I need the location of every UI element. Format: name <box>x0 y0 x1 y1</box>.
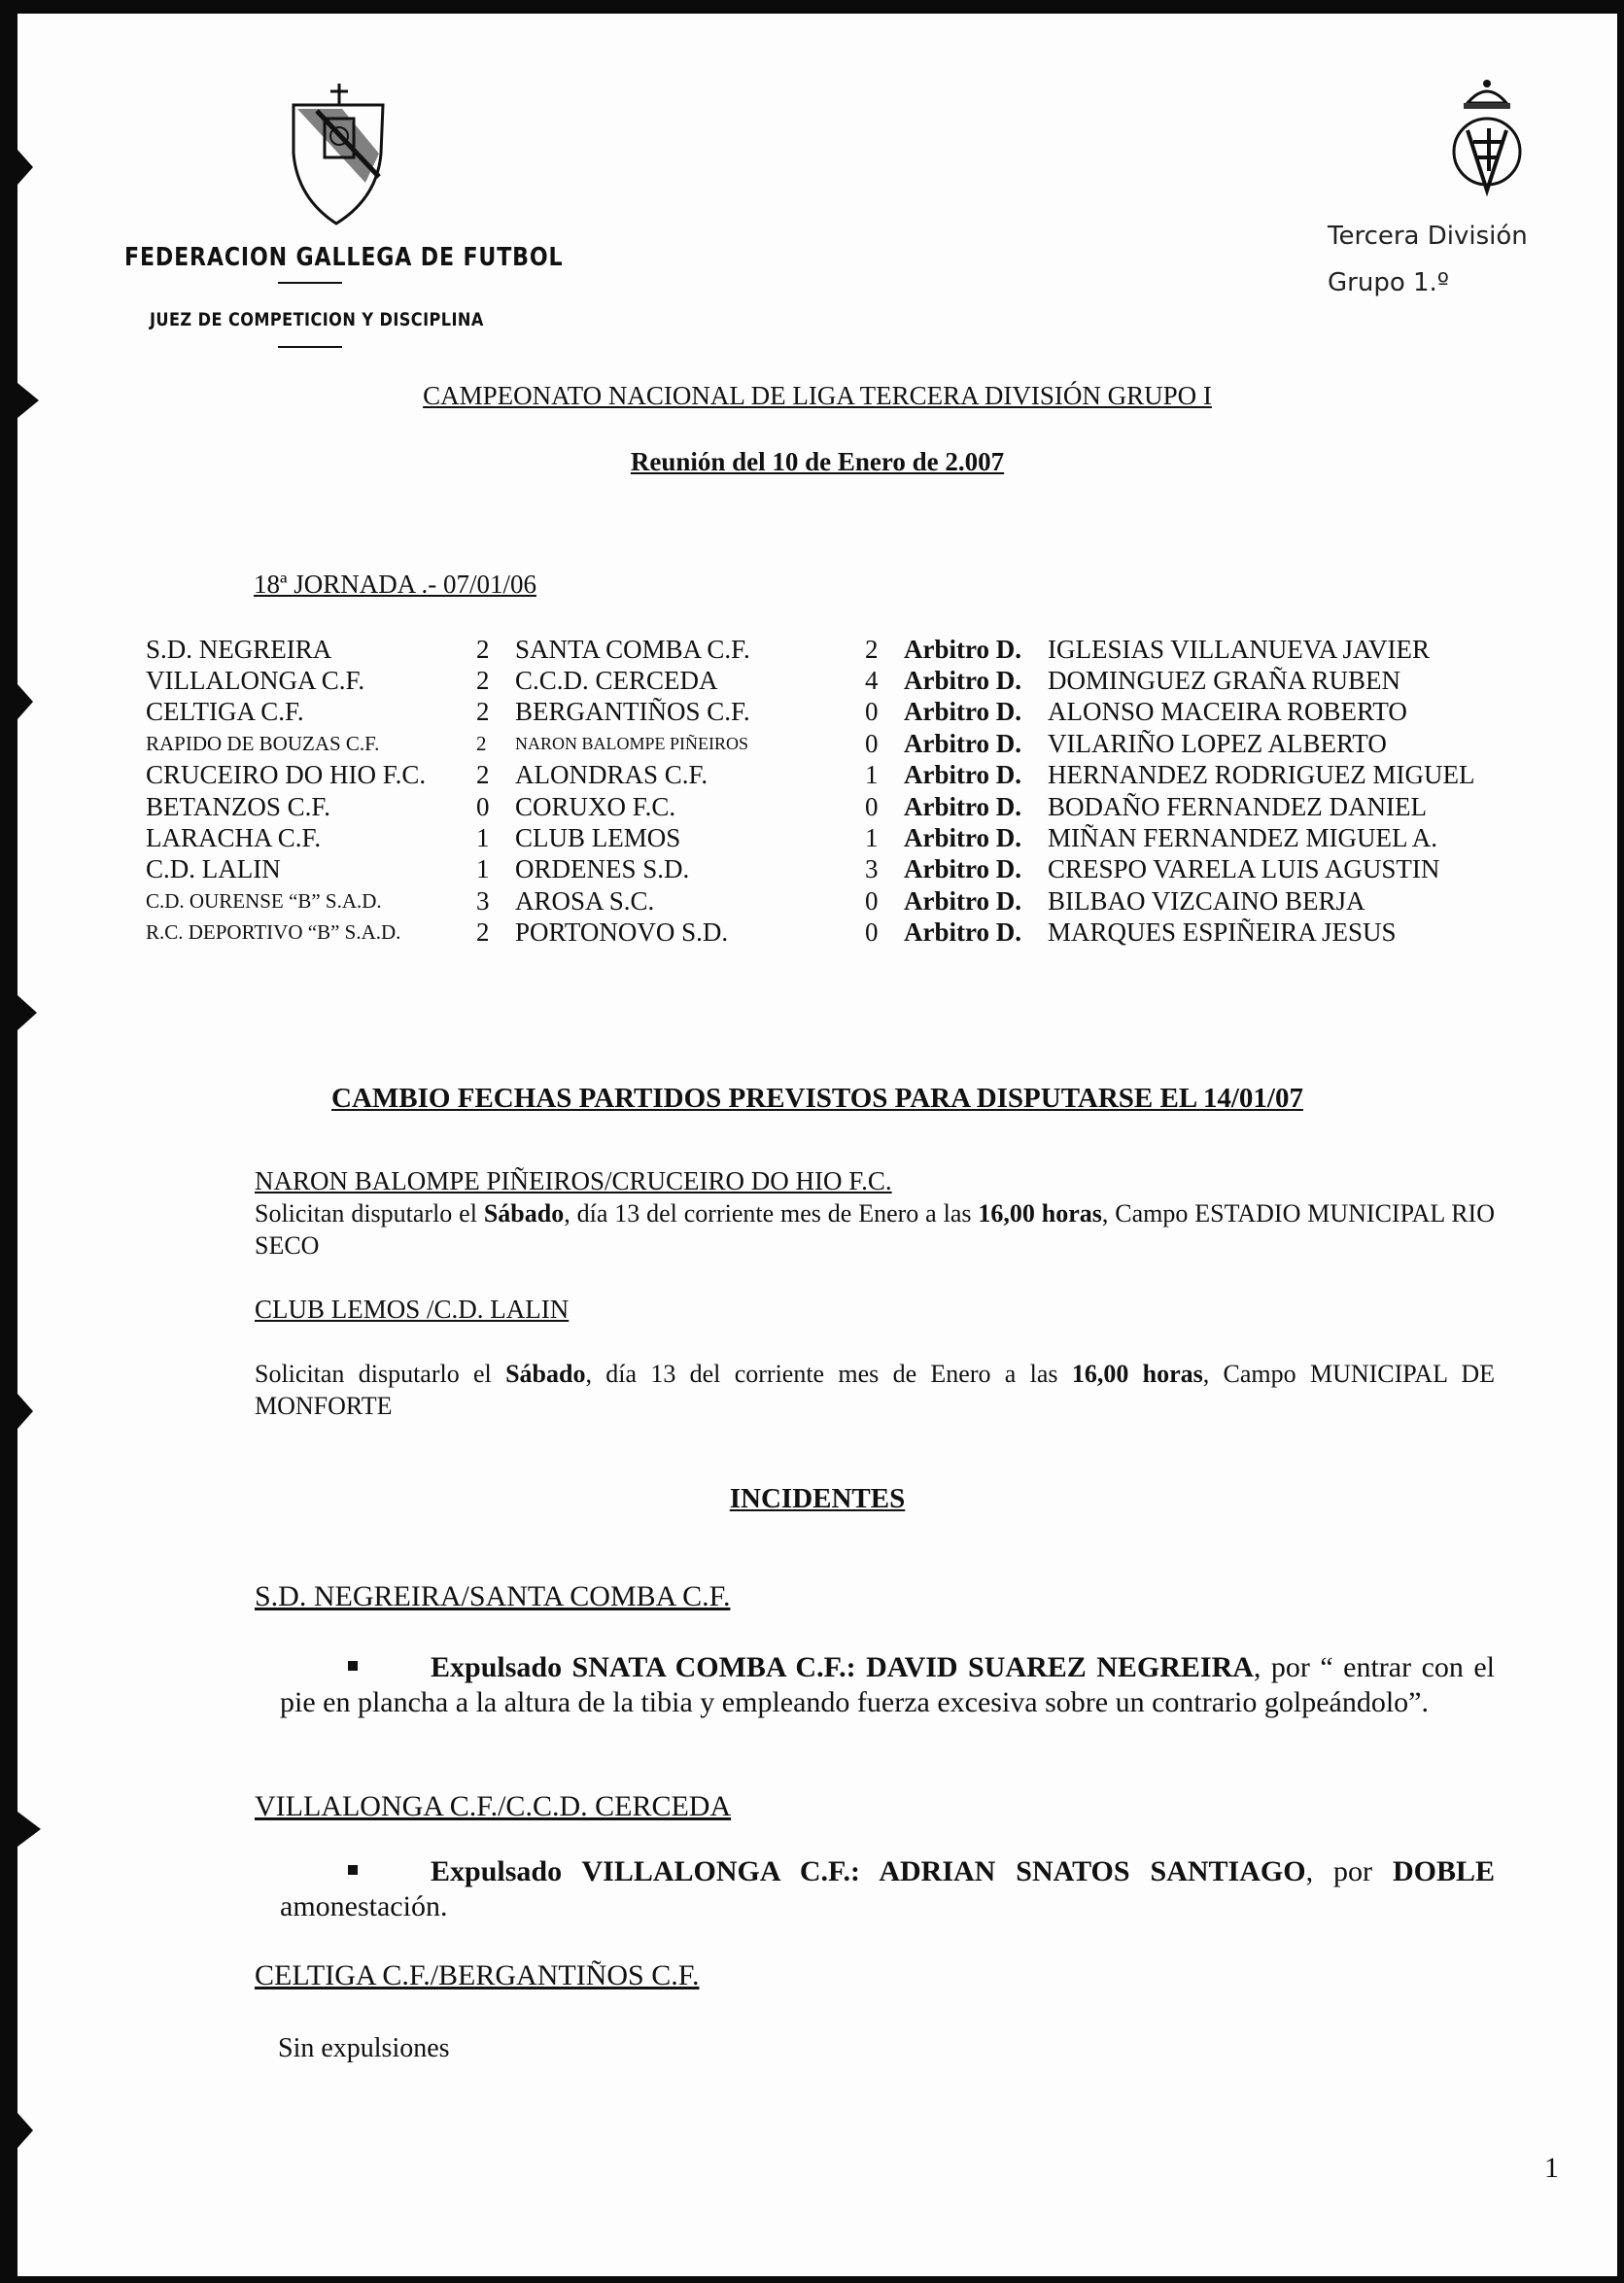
referee-label: Arbitro D. <box>904 728 1021 758</box>
referee-name: DOMINGUEZ GRAÑA RUBEN <box>1048 666 1400 696</box>
date-change-text: Solicitan disputarlo el Sábado, día 13 del corriente mes de Enero a las 16,00 horas, Campo MUNICIPAL DE MONFORTE <box>255 1360 1496 1420</box>
divider <box>278 346 342 348</box>
division-label: Tercera División <box>1328 222 1528 251</box>
home-team: C.D. OURENSE “B” S.A.D. <box>146 888 382 913</box>
home-team: C.D. LALIN <box>146 854 281 884</box>
incident-match: CELTIGA C.F./BERGANTIÑOS C.F. <box>255 1959 700 1991</box>
referee-label: Arbitro D. <box>904 634 1021 664</box>
referee-name: MARQUES ESPIÑEIRA JESUS <box>1048 917 1397 948</box>
referee-label: Arbitro D. <box>904 885 1021 916</box>
referee-label: Arbitro D. <box>904 917 1021 948</box>
date-change-match: CLUB LEMOS /C.D. LALIN <box>255 1295 570 1324</box>
federation-crest-logo <box>288 76 389 231</box>
referee-name: ALONSO MACEIRA ROBERTO <box>1048 697 1407 727</box>
referee-label: Arbitro D. <box>904 791 1021 821</box>
results-table <box>146 634 1474 949</box>
referee-name: VILARIÑO LOPEZ ALBERTO <box>1048 728 1387 758</box>
home-score: 1 <box>476 854 490 884</box>
away-score: 1 <box>865 760 879 790</box>
document-page <box>17 14 1617 2276</box>
home-score: 2 <box>476 666 490 696</box>
home-score: 1 <box>476 823 490 853</box>
divider <box>278 282 342 284</box>
incident-match: VILLALONGA C.F./C.C.D. CERCEDA <box>255 1790 732 1822</box>
table-row <box>146 917 1474 949</box>
referee-name: BODAÑO FERNANDEZ DANIEL <box>1048 791 1427 821</box>
away-team: CORUXO F.C. <box>515 791 676 821</box>
home-team: RAPIDO DE BOUZAS C.F. <box>146 731 380 755</box>
away-team: BERGANTIÑOS C.F. <box>515 697 750 727</box>
away-score: 4 <box>865 666 879 696</box>
home-team: LARACHA C.F. <box>146 823 322 853</box>
away-score: 2 <box>865 634 879 664</box>
table-row <box>146 822 1474 853</box>
table-row <box>146 885 1474 917</box>
table-row <box>146 665 1474 696</box>
document-title: CAMPEONATO NACIONAL DE LIGA TERCERA DIVISIÓN GRUPO I <box>423 381 1212 410</box>
away-score: 0 <box>865 697 879 727</box>
committee-name: JUEZ DE COMPETICION Y DISCIPLINA <box>150 309 484 330</box>
referee-label: Arbitro D. <box>904 823 1021 853</box>
away-score: 0 <box>865 885 879 916</box>
federation-name: FEDERACION GALLEGA DE FUTBOL <box>124 243 564 272</box>
table-row <box>146 697 1474 728</box>
home-score: 0 <box>476 791 490 821</box>
home-score: 3 <box>476 885 490 916</box>
home-team: VILLALONGA C.F. <box>146 666 365 696</box>
incident-text: Expulsado VILLALONGA C.F.: ADRIAN SNATOS SANTIAGO, por DOBLE amonestación. <box>280 1855 1495 1922</box>
bullet-icon <box>348 1661 358 1671</box>
away-score: 1 <box>865 823 879 853</box>
date-changes-heading: CAMBIO FECHAS PARTIDOS PREVISTOS PARA DISPUTARSE EL 14/01/07 <box>331 1083 1303 1114</box>
away-score: 0 <box>865 791 879 821</box>
table-row <box>146 854 1474 885</box>
table-row <box>146 728 1474 759</box>
home-team: R.C. DEPORTIVO “B” S.A.D. <box>146 920 401 945</box>
referee-label: Arbitro D. <box>904 697 1021 727</box>
away-team: PORTONOVO S.D. <box>515 917 729 948</box>
incident-match: S.D. NEGREIRA/SANTA COMBA C.F. <box>255 1580 731 1612</box>
away-team: SANTA COMBA C.F. <box>515 634 750 664</box>
referee-name: MIÑAN FERNANDEZ MIGUEL A. <box>1048 823 1437 853</box>
away-score: 0 <box>865 917 879 948</box>
table-row <box>146 791 1474 822</box>
referee-name: HERNANDEZ RODRIGUEZ MIGUEL <box>1048 760 1475 790</box>
away-score: 0 <box>865 728 879 758</box>
referee-name: IGLESIAS VILLANUEVA JAVIER <box>1048 634 1431 664</box>
away-team: AROSA S.C. <box>515 885 655 916</box>
home-score: 2 <box>476 634 490 664</box>
away-team: NARON BALOMPE PIÑEIROS <box>515 733 749 753</box>
away-team: ORDENES S.D. <box>515 854 690 884</box>
table-row <box>146 760 1474 791</box>
table-row <box>146 634 1474 665</box>
referee-label: Arbitro D. <box>904 760 1021 790</box>
incident-text: Expulsado SNATA COMBA C.F.: DAVID SUAREZ NEGREIRA, por “ entrar con el pie en plancha a la altura de la tibia y empleando fuerza excesiva sobre un contrario golpeándolo”. <box>280 1651 1496 1718</box>
group-label: Grupo 1.º <box>1328 268 1450 297</box>
referee-label: Arbitro D. <box>904 854 1021 884</box>
meeting-date: Reunión del 10 de Enero de 2.007 <box>630 447 1005 476</box>
home-team: BETANZOS C.F. <box>146 791 330 821</box>
date-change-text: Solicitan disputarlo el Sábado, día 13 del corriente mes de Enero a las 16,00 horas, Campo ESTADIO MUNICIPAL RIO SECO <box>255 1199 1495 1260</box>
referee-label: Arbitro D. <box>904 666 1021 696</box>
home-team: S.D. NEGREIRA <box>146 634 332 664</box>
page-number: 1 <box>1544 2152 1559 2184</box>
home-score: 2 <box>476 917 490 948</box>
rfef-crest-logo <box>1446 74 1528 210</box>
home-team: CELTIGA C.F. <box>146 697 304 727</box>
away-score: 3 <box>865 854 879 884</box>
home-team: CRUCEIRO DO HIO F.C. <box>146 760 427 790</box>
bullet-icon <box>348 1865 358 1875</box>
away-team: CLUB LEMOS <box>515 823 681 853</box>
incident-text: Sin expulsiones <box>278 2033 450 2063</box>
referee-name: CRESPO VARELA LUIS AGUSTIN <box>1048 854 1440 884</box>
referee-name: BILBAO VIZCAINO BERJA <box>1048 885 1365 916</box>
incidents-heading: INCIDENTES <box>729 1483 906 1514</box>
jornada-heading: 18ª JORNADA .- 07/01/06 <box>254 570 536 599</box>
home-score: 2 <box>476 760 490 790</box>
home-score: 2 <box>476 731 487 755</box>
away-team: C.C.D. CERCEDA <box>515 666 718 696</box>
away-team: ALONDRAS C.F. <box>515 760 708 790</box>
date-change-match: NARON BALOMPE PIÑEIROS/CRUCEIRO DO HIO F.C. <box>255 1166 892 1195</box>
home-score: 2 <box>476 697 490 727</box>
